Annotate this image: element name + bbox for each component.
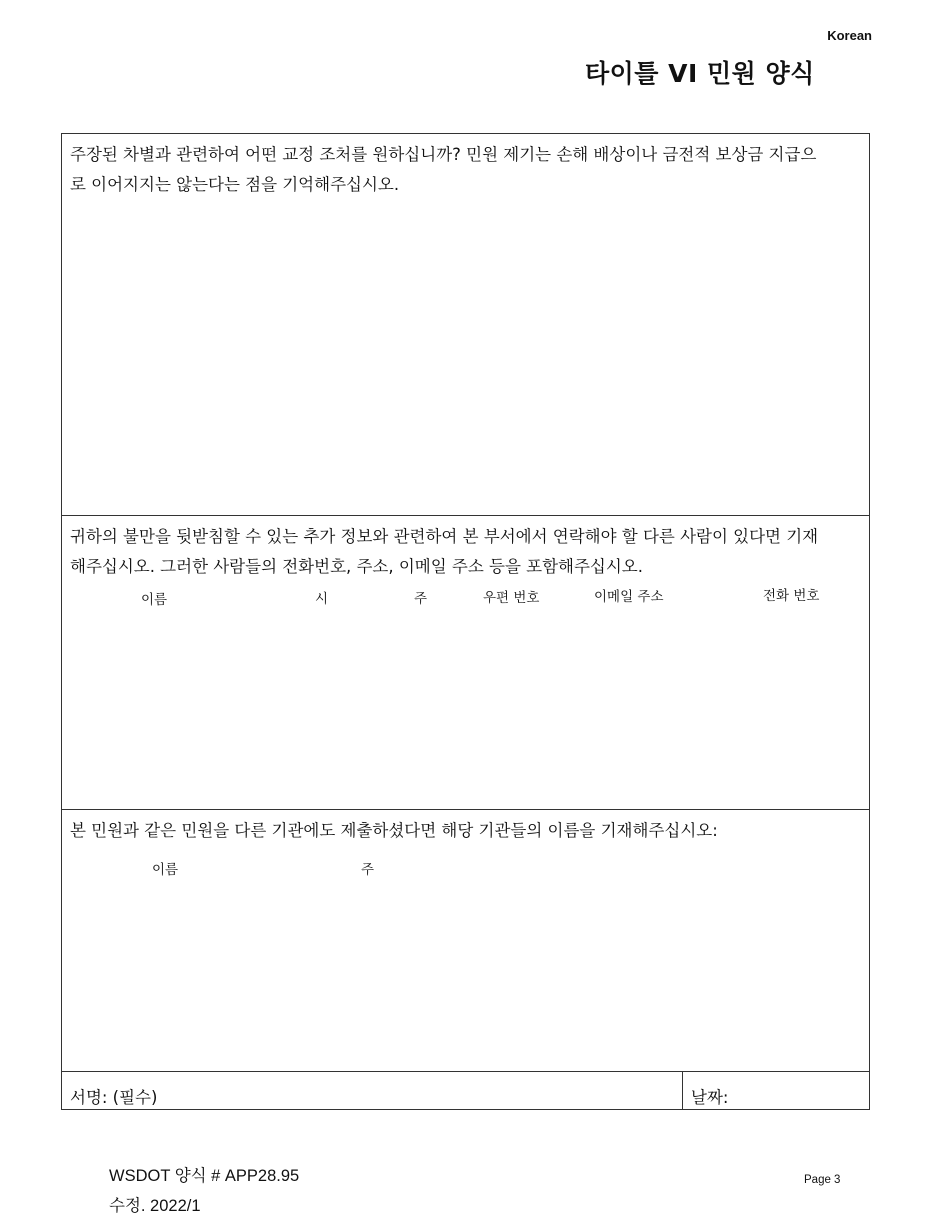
contacts-question: 귀하의 불만을 뒷받침할 수 있는 추가 정보와 관련하여 본 부서에서 연락해야 할 다른 사람이 있다면 기재해주십시오. 그러한 사람들의 전화번호, 주소, 이메일 주소 등을 포함해주십시오.: [70, 527, 819, 576]
column-header-city: 시: [315, 591, 329, 607]
date-field[interactable]: 날짜:: [691, 1088, 729, 1107]
column-header-name: 이름: [141, 592, 168, 608]
additional-contacts-section[interactable]: [62, 516, 869, 810]
column-header-phone: 전화 번호: [763, 588, 820, 604]
column-header-agency-name: 이름: [152, 862, 179, 878]
language-tag: Korean: [827, 28, 872, 43]
column-header-zip: 우편 번호: [483, 590, 540, 606]
column-header-state: 주: [414, 591, 428, 607]
signature-field[interactable]: 서명: (필수): [70, 1088, 158, 1107]
remedy-question: 주장된 차별과 관련하여 어떤 교정 조처를 원하십니까? 민원 제기는 손해 배상이나 금전적 보상금 지급으로 이어지지는 않는다는 점을 기억해주십시오.: [70, 145, 817, 194]
remedy-section[interactable]: [62, 134, 869, 516]
signature-row: [62, 1072, 869, 1110]
other-agencies-section[interactable]: [62, 810, 869, 1072]
column-header-agency-state: 주: [361, 862, 375, 878]
form-number: WSDOT 양식 # APP28.95: [109, 1167, 300, 1185]
signature-date-divider: [682, 1072, 683, 1110]
column-header-email: 이메일 주소: [594, 589, 664, 605]
revision-date: 수정. 2022/1: [109, 1197, 201, 1215]
page-number: Page 3: [804, 1174, 841, 1186]
other-agencies-question: 본 민원과 같은 민원을 다른 기관에도 제출하셨다면 해당 기관들의 이름을 기재해주십시오:: [70, 821, 718, 840]
complaint-form-table: [61, 133, 870, 1110]
page-title: 타이틀 VI 민원 양식: [585, 59, 815, 88]
